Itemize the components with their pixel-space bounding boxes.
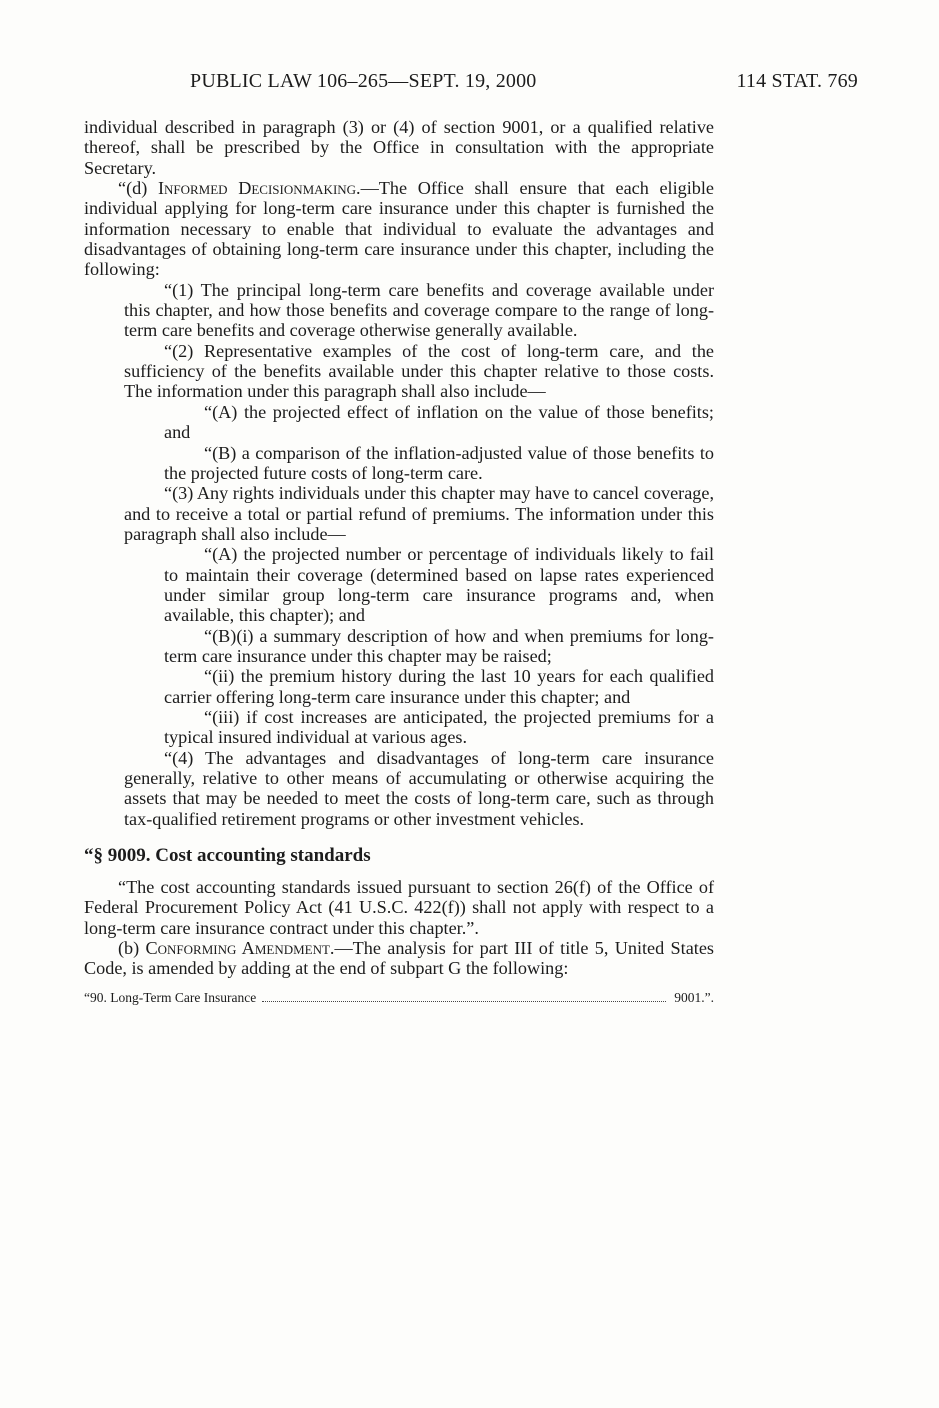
paragraph-1: “(1) The principal long-term care benefits and coverage available under this chapter, and how those benefits and coverage compare to the range of long-term care benefits and coverage otherwise generally available. bbox=[124, 279, 714, 341]
subsection-d-heading: Informed Decisionmaking. bbox=[157, 178, 361, 199]
section-9009-text: “The cost accounting standards issued pursuant to section 26(f) of the Office of Federal Procurement Policy Act (41 U.S.C. 422(f)) shall not apply with respect to a long-term care insurance contract under this chapter.”. bbox=[84, 877, 714, 938]
paragraph-3-a: “(A) the projected number or percentage of individuals likely to fail to maintain their coverage (determined based on lapse rates experienced under similar group long-term care insurance programs and, when available, this chapter); and bbox=[164, 544, 714, 626]
toc-entry-section: 9001.”. bbox=[674, 989, 714, 1005]
paragraph-3-b-ii: “(ii) the premium history during the last 10 years for each qualified carrier offering long-term care insurance under this chapter; and bbox=[164, 666, 714, 707]
paragraph-3: “(3) Any rights individuals under this chapter may have to cancel coverage, and to receive a total or partial refund of premiums. The information under this paragraph shall also include— bbox=[124, 483, 714, 544]
analysis-table-entry bbox=[84, 989, 714, 1007]
subsection-b-conforming-amendment bbox=[84, 938, 714, 979]
paragraph-2-a: “(A) the projected effect of inflation on the value of those benefits; and bbox=[164, 401, 714, 443]
paragraph-3-b-iii: “(iii) if cost increases are anticipated, the projected premiums for a typical insured individual at various ages. bbox=[164, 706, 714, 748]
page-header bbox=[190, 66, 858, 96]
toc-entry-title: “90. Long-Term Care Insurance bbox=[84, 989, 257, 1005]
paragraph-continuation: individual described in paragraph (3) or (4) of section 9001, or a qualified relative thereof, shall be prescribed by the Office in consultation with the appropriate Secretary. bbox=[84, 117, 714, 178]
paragraph-2: “(2) Representative examples of the cost of long-term care, and the sufficiency of the benefits available under this chapter relative to those costs. The information under this paragraph shall also include— bbox=[124, 340, 714, 402]
section-9009-heading: “§ 9009. Cost accounting standards bbox=[84, 845, 371, 867]
subsection-b-prefix: (b) bbox=[118, 938, 146, 959]
subsection-d-informed-decisionmaking bbox=[84, 178, 714, 280]
subsection-b-text: —The analysis for part III of title 5, United States Code, is amended by adding at the end of subpart G the following: bbox=[84, 938, 714, 979]
paragraph-3-b-i: “(B)(i) a summary description of how and when premiums for long-term care insurance under this chapter may be raised; bbox=[164, 625, 714, 666]
subsection-b-heading: Conforming Amendment. bbox=[145, 938, 335, 959]
subsection-d-prefix: “(d) bbox=[118, 178, 158, 199]
document-body bbox=[84, 117, 714, 1007]
running-head: PUBLIC LAW 106–265—SEPT. 19, 2000 bbox=[190, 70, 537, 92]
subsection-d-text: —The Office shall ensure that each eligible individual applying for long-term care insurance under this chapter is furnished the information necessary to enable that individual to evaluate the advantages and disadvantages of obtaining long-term care insurance under this chapter, including the following: bbox=[84, 178, 715, 280]
statute-page-citation: 114 STAT. 769 bbox=[736, 70, 858, 92]
paragraph-2-b: “(B) a comparison of the inflation-adjusted value of those benefits to the projected future costs of long-term care. bbox=[164, 442, 714, 483]
paragraph-4: “(4) The advantages and disadvantages of long-term care insurance generally, relative to other means of accumulating or otherwise acquiring the assets that may be needed to meet the costs of long-term care, such as through tax-qualified retirement programs or other investment vehicles. bbox=[124, 747, 714, 829]
toc-leader-dots bbox=[262, 989, 666, 1002]
